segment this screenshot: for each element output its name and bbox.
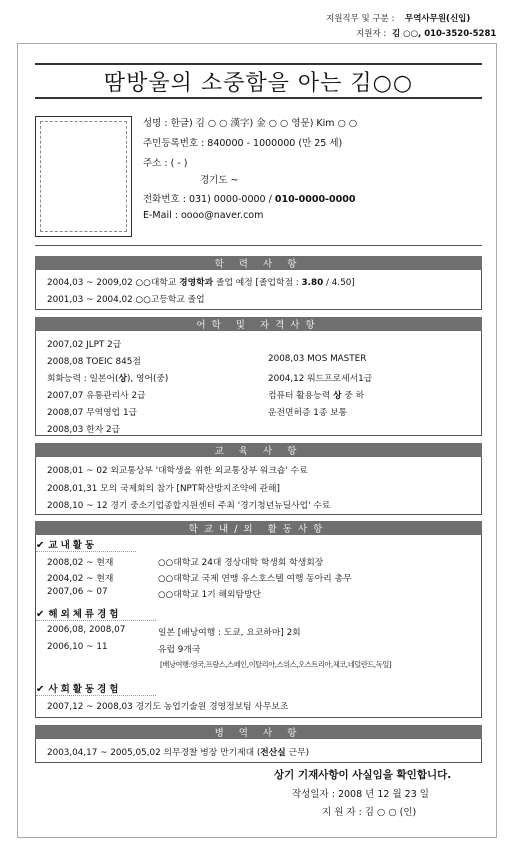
education-gpa: 3.80 [301, 278, 324, 288]
military-header: 병 역 사 항 [35, 725, 482, 739]
military-text: 근무) [285, 748, 310, 758]
activities-header: 학교내/외 활동사항 [35, 521, 482, 535]
education-row [47, 275, 355, 288]
profile-rrn: 주민등록번호 : 840000 - 1000000 (만 25 세) [143, 138, 343, 149]
confirmation-statement: 상기 기재사항이 사실임을 확인합니다. [274, 769, 452, 781]
job-label: 지원직무 및 구분 : [326, 14, 395, 24]
checkmark-icon: ✔ [36, 684, 45, 695]
activity-date: 2007,06 ~ 07 [47, 587, 108, 597]
signer-line: 지 원 자 : 김 ○ ○ (인) [322, 807, 417, 818]
cert-item [268, 405, 347, 418]
cert-text: 2008,03 MOS MASTER [268, 354, 367, 364]
phone-mobile: 010-0000-0000 [274, 194, 356, 205]
cert-text: 운전면허증 1종 보통 [268, 408, 348, 418]
subtitle-underline [36, 551, 136, 552]
activity-description: ○○대학교 24대 경상대학 학생회 학생회장 [158, 558, 324, 568]
training-row: 2008,10 ~ 12 경기 중소기업종합지원센터 주최 '경기청년뉴딜사업' 수료 [47, 501, 331, 511]
cert-emphasis: 상 [118, 374, 127, 384]
cert-text: ), 영어(중) [126, 374, 169, 384]
military-unit: 전산실 [260, 748, 286, 758]
social-title [36, 681, 121, 695]
activity-description: 일본 [배낭여행 : 도쿄, 요코하마] 2회 [158, 628, 301, 638]
cert-item [47, 405, 137, 418]
social-row: 2007,12 ~ 2008,03 경기도 농업기술원 경영정보팀 사무보조 [47, 702, 289, 712]
profile-email: E-Mail : oooo@naver.com [143, 210, 264, 221]
cert-text: 컴퓨터 활용능력 [268, 391, 334, 401]
profile-divider [35, 245, 482, 246]
phone-prefix: 전화번호 : 031) 0000-0000 / [143, 194, 272, 205]
education-row-text: 2004,03 ~ 2009,02 ○○대학교 [47, 278, 180, 288]
military-text: 2003,04,17 ~ 2005,05,02 의무경찰 병장 만기제대 ( [47, 748, 261, 758]
cert-text: 회화능력 : 일본어( [47, 374, 119, 384]
activity-date: 2008,02 ~ 현재 [47, 558, 114, 568]
checkmark-icon: ✔ [36, 540, 45, 551]
education-row: 2001,03 ~ 2004,02 ○○고등학교 졸업 [47, 295, 205, 305]
overseas-title [36, 606, 121, 620]
cert-text: 2004,12 워드프로세서1급 [268, 374, 373, 384]
resume-title: 땀방울의 소중함을 아는 김○○ [35, 63, 482, 99]
profile-address-detail: 경기도 ~ [200, 175, 239, 186]
cert-item [47, 337, 121, 350]
activity-description: 유럽 9개국 [158, 645, 201, 655]
cert-item [268, 371, 372, 384]
photo-box [35, 116, 132, 237]
applicant-label: 지원자 : [356, 29, 387, 39]
cert-item [47, 354, 141, 367]
subtitle-underline [36, 695, 156, 696]
cert-text: 2007,07 유통관리사 2급 [47, 391, 146, 401]
cert-emphasis: 상 [333, 391, 342, 401]
education-major: 경영학과 [179, 278, 214, 288]
social-title-text: 사회활동경험 [48, 684, 122, 695]
activity-date: 2006,10 ~ 11 [47, 642, 108, 652]
activity-description: ○○대학교 국제 연맹 유스호스텔 여행 동아리 총무 [158, 574, 352, 584]
education-row-text: / 4.50] [323, 278, 355, 288]
job-value: 무역사무원(신입) [405, 14, 471, 24]
education-header: 학 력 사 항 [35, 256, 482, 270]
cert-text: 2008,07 무역영업 1급 [47, 408, 138, 418]
photo-placeholder [40, 121, 127, 232]
cert-text: 2008,03 한자 2급 [47, 425, 121, 435]
cert-item [268, 388, 364, 401]
subtitle-underline [36, 620, 156, 621]
cert-item [47, 388, 146, 401]
training-row: 2008,01 ~ 02 외교통상부 '대학생을 위한 외교통상부 워크숍' 수료 [47, 466, 308, 476]
certs-header: 어학 및 자격사항 [35, 317, 482, 331]
military-row [47, 745, 309, 758]
campus-activities-title [36, 537, 97, 551]
training-row: 2008,01,31 모의 국제회의 참가 [NPT확산방지조약에 관해] [47, 484, 280, 494]
activity-date: 2004,02 ~ 현재 [47, 574, 114, 584]
applicant-value: 김 ○○, 010-3520-5281 [392, 29, 497, 39]
cert-text: 중 하 [341, 391, 365, 401]
cert-item [47, 422, 120, 435]
activity-date: 2006,08, 2008,07 [47, 625, 126, 635]
cert-item [47, 371, 168, 384]
campus-title-text: 교내활동 [48, 540, 98, 551]
overseas-note: [배낭여행:영국,프랑스,스페인,이탈리아,스위스,오스트리아,체코,네덜란드,독일] [160, 660, 392, 669]
training-header: 교 육 사 항 [35, 443, 482, 457]
overseas-title-text: 해외체류경험 [48, 609, 122, 620]
education-row-text: 졸업 예정 [졸업학점 : [213, 278, 302, 288]
cert-item [268, 354, 366, 364]
profile-phone [143, 191, 355, 205]
cert-text: 2007,02 JLPT 2급 [47, 340, 122, 350]
written-date: 작성일자 : 2008 년 12 월 23 일 [292, 789, 429, 800]
cert-text: 2008,08 TOEIC 845점 [47, 357, 141, 367]
checkmark-icon: ✔ [36, 609, 45, 620]
profile-address: 주소 : ( - ) [143, 158, 188, 169]
activity-description: ○○대학교 1기 해외탐방단 [158, 590, 262, 600]
profile-name: 성명 : 한글) 김 ○ ○ 漢字) 金 ○ ○ 영문) Kim ○ ○ [143, 118, 358, 129]
